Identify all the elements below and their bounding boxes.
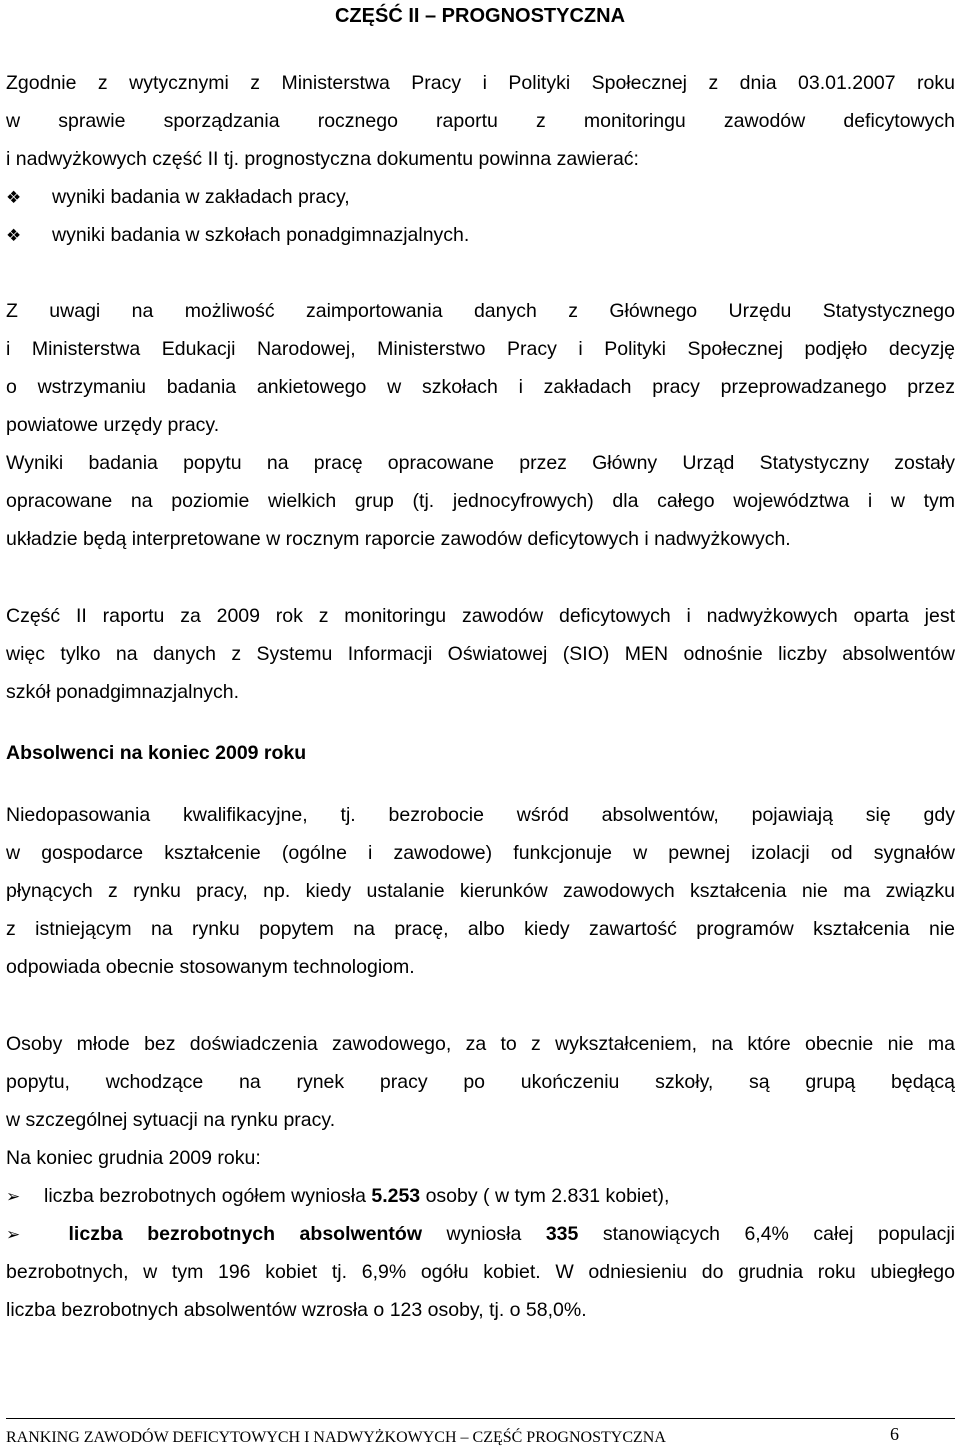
- para2-line-2: i Ministerstwa Edukacji Narodowej, Ministerstwo Pracy i Polityki Społecznej podjęło decyzję: [6, 338, 955, 360]
- page-number: 6: [890, 1424, 899, 1444]
- para5-line-3: w szczególnej sytuacji na rynku pracy.: [6, 1109, 336, 1131]
- para2-line-1: Z uwagi na możliwość zaimportowania danych z Głównego Urzędu Statystycznego: [6, 300, 955, 322]
- stats-bullet-item: [6, 1215, 955, 1329]
- total-unemployed-value: 5.253: [371, 1185, 421, 1207]
- footer-divider: [6, 1418, 955, 1419]
- para2-line-7: układzie będą interpretowane w rocznym raporcie zawodów deficytowych i nadwyżkowych.: [6, 528, 791, 550]
- import-paragraph: [6, 292, 955, 558]
- mismatch-paragraph: [6, 796, 955, 986]
- para3-line-3: szkół ponadgimnazjalnych.: [6, 681, 240, 703]
- stats-bullet-2-mid: wyniosła: [422, 1223, 546, 1245]
- intro-line-3: i nadwyżkowych część II tj. prognostyczna dokumentu powinna zawierać:: [6, 148, 639, 170]
- stats-bullet-2-line-1: [6, 1215, 955, 1253]
- intro-line-2: w sprawie sporządzania rocznego raportu z monitoringu zawodów deficytowych: [6, 110, 955, 132]
- stats-bullet-item: [6, 1177, 669, 1215]
- stats-bullet-2-post: stanowiących 6,4% całej populacji: [578, 1223, 955, 1245]
- page-footer: RANKING ZAWODÓW DEFICYTOWYCH I NADWYŻKOWYCH – CZĘŚĆ PROGNOSTYCZNA: [6, 1429, 666, 1446]
- page-title: CZĘŚĆ II – PROGNOSTYCZNA: [334, 5, 626, 27]
- intro-line-1: Zgodnie z wytycznymi z Ministerstwa Pracy i Polityki Społecznej z dnia 03.01.2007 roku: [6, 72, 955, 94]
- diamond-bullet-icon: ❖: [6, 226, 22, 245]
- para5-line-4: Na koniec grudnia 2009 roku:: [6, 1147, 261, 1169]
- para5-line-1: Osoby młode bez doświadczenia zawodowego, za to z wykształceniem, na które obecnie nie ma: [6, 1033, 955, 1055]
- para4-line-5: odpowiada obecnie stosowanym technologiom.: [6, 956, 415, 978]
- stats-bullet-2-line-3: liczba bezrobotnych absolwentów wzrosła o 123 osoby, tj. o 58,0%.: [6, 1299, 587, 1321]
- stats-bullet-1-pre: liczba bezrobotnych ogółem wyniosła: [44, 1185, 372, 1207]
- graduates-value: 335: [545, 1223, 579, 1245]
- intro-bullet-text: wyniki badania w zakładach pracy,: [52, 186, 350, 208]
- young-people-paragraph: [6, 1025, 955, 1177]
- stats-bullet-2-line-2: bezrobotnych, w tym 196 kobiet tj. 6,9% ogółu kobiet. W odniesieniu do grudnia roku ubiegłego: [6, 1261, 955, 1283]
- diamond-bullet-icon: ❖: [6, 188, 22, 207]
- intro-bullet-item: [6, 178, 350, 216]
- para4-line-4: z istniejącym na rynku popytem na pracę, albo kiedy zawartość programów kształcenia nie: [6, 918, 955, 940]
- stats-bullet-1-post: osoby ( w tym 2.831 kobiet),: [420, 1185, 670, 1207]
- para4-line-3: płynących z rynku pracy, np. kiedy ustalanie kierunków zawodowych kształcenia nie ma związku: [6, 880, 955, 902]
- para4-line-2: w gospodarce kształcenie (ogólne i zawodowe) funkcjonuje w pewnej izolacji od sygnałów: [6, 842, 955, 864]
- intro-bullet-item: [6, 216, 469, 254]
- intro-paragraph: [6, 64, 955, 178]
- para5-line-2: popytu, wchodzące na rynek pracy po ukończeniu szkoły, są grupą będącą: [6, 1071, 955, 1093]
- para3-line-2: więc tylko na danych z Systemu Informacji Oświatowej (SIO) MEN odnośnie liczby absolwentów: [6, 643, 955, 665]
- para2-line-6: opracowane na poziomie wielkich grup (tj. jednocyfrowych) dla całego województwa i w tym: [6, 490, 955, 512]
- stats-bullet-1-text: [44, 1177, 669, 1215]
- graduates-label: liczba bezrobotnych absolwentów: [68, 1223, 422, 1245]
- para2-line-4: powiatowe urzędy pracy.: [6, 414, 220, 436]
- arrow-bullet-icon: ➢: [6, 1187, 21, 1206]
- section-heading: Absolwenci na koniec 2009 roku: [6, 742, 307, 764]
- para4-line-1: Niedopasowania kwalifikacyjne, tj. bezrobocie wśród absolwentów, pojawiają się gdy: [6, 804, 955, 826]
- intro-bullet-text: wyniki badania w szkołach ponadgimnazjalnych.: [52, 224, 470, 246]
- report-basis-paragraph: [6, 597, 955, 711]
- para2-line-3: o wstrzymaniu badania ankietowego w szkołach i zakładach pracy przeprowadzanego przez: [6, 376, 955, 398]
- para2-line-5: Wyniki badania popytu na pracę opracowane przez Główny Urząd Statystyczny zostały: [6, 452, 955, 474]
- para3-line-1: Część II raportu za 2009 rok z monitoringu zawodów deficytowych i nadwyżkowych oparta jest: [6, 605, 955, 627]
- arrow-bullet-icon: ➢: [6, 1225, 21, 1244]
